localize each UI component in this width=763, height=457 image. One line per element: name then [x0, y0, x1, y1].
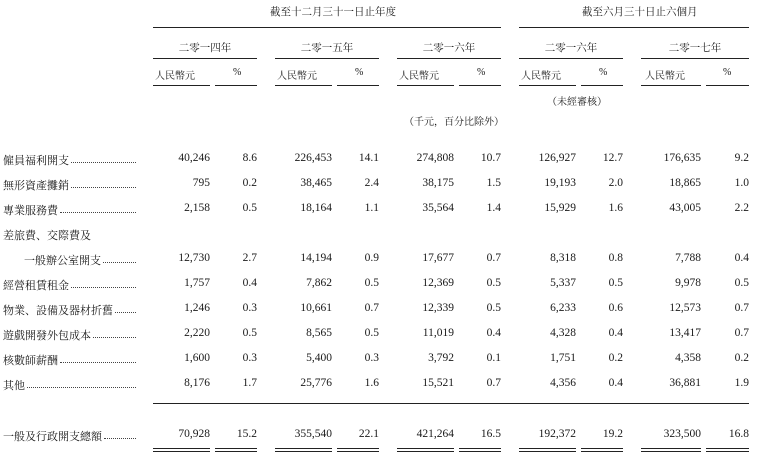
double-rule-segment	[641, 451, 701, 452]
percent-header-2016: %	[477, 67, 486, 78]
table-cell: 1.1	[364, 202, 379, 214]
double-rule-segment	[519, 448, 576, 449]
total-cell: 16.8	[728, 428, 749, 440]
table-cell: 4,328	[550, 327, 576, 339]
col-rule-2016h1-pct	[581, 85, 623, 86]
row-label: 差旅費、交際費及	[3, 230, 91, 242]
table-cell: 8.6	[242, 152, 257, 164]
year-rule-2016-h1	[519, 58, 623, 59]
table-cell: 0.3	[242, 352, 257, 364]
double-rule-segment	[153, 451, 210, 452]
table-cell: 0.7	[486, 252, 501, 264]
table-cell: 0.8	[608, 252, 623, 264]
double-rule-segment	[337, 451, 379, 452]
table-cell: 10,661	[300, 302, 332, 314]
table-cell: 25,776	[300, 377, 332, 389]
double-rule-segment	[581, 448, 623, 449]
table-cell: 0.2	[734, 352, 749, 364]
table-cell: 1.5	[486, 177, 501, 189]
table-cell: 15,521	[422, 377, 454, 389]
currency-header-2015: 人民幣元	[277, 71, 317, 82]
total-cell: 70,928	[178, 428, 210, 440]
table-cell: 14.1	[358, 152, 379, 164]
table-cell: 13,417	[669, 327, 701, 339]
table-cell: 43,005	[669, 202, 701, 214]
col-rule-2014-pct	[215, 85, 257, 86]
col-rule-2016-rmb	[397, 85, 454, 86]
period-six-months-rule	[519, 27, 749, 28]
table-cell: 0.1	[486, 352, 501, 364]
percent-header-2016-h1: %	[599, 67, 608, 78]
col-rule-2017h1-pct	[706, 85, 749, 86]
col-rule-2016-pct	[459, 85, 501, 86]
table-cell: 4,358	[675, 352, 701, 364]
col-rule-2017h1-rmb	[641, 85, 701, 86]
year-header-2016: 二零一六年	[422, 43, 476, 54]
table-cell: 35,564	[422, 202, 454, 214]
leader-dots	[71, 186, 136, 188]
row-label: 物業、設備及器材折舊	[3, 305, 113, 317]
leader-dots	[60, 361, 136, 363]
table-cell: 18,164	[300, 202, 332, 214]
double-rule-segment	[519, 451, 576, 452]
table-cell: 0.7	[734, 302, 749, 314]
row-label: 無形資產攤銷	[3, 180, 69, 192]
year-rule-2016	[397, 58, 501, 59]
double-rule-segment	[397, 451, 454, 452]
year-header-2017-h1: 二零一七年	[668, 43, 722, 54]
table-cell: 12,730	[178, 252, 210, 264]
table-cell: 12.7	[602, 152, 623, 164]
table-cell: 0.2	[608, 352, 623, 364]
table-cell: 0.5	[486, 302, 501, 314]
table-cell: 10.7	[480, 152, 501, 164]
table-cell: 1,751	[550, 352, 576, 364]
percent-header-2017-h1: %	[723, 67, 732, 78]
col-rule-2015-rmb	[275, 85, 332, 86]
double-rule-segment	[459, 448, 501, 449]
table-cell: 126,927	[538, 152, 576, 164]
table-cell: 0.7	[734, 327, 749, 339]
table-cell: 0.4	[486, 327, 501, 339]
table-cell: 0.5	[242, 327, 257, 339]
table-cell: 12,573	[669, 302, 701, 314]
table-cell: 0.9	[364, 252, 379, 264]
table-cell: 176,635	[663, 152, 701, 164]
table-cell: 2.0	[608, 177, 623, 189]
unit-note: （千元，百分比除外）	[404, 117, 504, 128]
table-cell: 1.6	[364, 377, 379, 389]
leader-dots	[27, 386, 136, 388]
year-header-2015: 二零一五年	[300, 43, 354, 54]
table-cell: 0.5	[242, 202, 257, 214]
table-cell: 14,194	[300, 252, 332, 264]
total-cell: 22.1	[358, 428, 379, 440]
table-cell: 0.4	[242, 277, 257, 289]
row-label: 核數師薪酬	[3, 355, 58, 367]
table-cell: 38,465	[300, 177, 332, 189]
total-cell: 19.2	[602, 428, 623, 440]
table-cell: 1.7	[242, 377, 257, 389]
row-label: 經營租賃租金	[3, 280, 69, 292]
row-label: 僱員福利開支	[3, 155, 69, 167]
table-cell: 0.7	[486, 377, 501, 389]
table-cell: 0.3	[364, 352, 379, 364]
period-full-year-header: 截至十二月三十一日止年度	[270, 7, 396, 18]
table-cell: 2.7	[242, 252, 257, 264]
table-cell: 0.4	[608, 327, 623, 339]
currency-header-2016: 人民幣元	[399, 71, 439, 82]
col-rule-2015-pct	[337, 85, 379, 86]
table-cell: 6,233	[550, 302, 576, 314]
table-cell: 8,565	[306, 327, 332, 339]
table-cell: 12,339	[422, 302, 454, 314]
double-rule-segment	[275, 448, 332, 449]
table-cell: 17,677	[422, 252, 454, 264]
table-cell: 7,862	[306, 277, 332, 289]
leader-dots	[71, 161, 136, 163]
table-cell: 19,193	[544, 177, 576, 189]
table-cell: 11,019	[422, 327, 454, 339]
table-cell: 226,453	[294, 152, 332, 164]
table-cell: 0.5	[364, 327, 379, 339]
total-label: 一般及行政開支總額	[3, 431, 102, 443]
table-cell: 1,757	[184, 277, 210, 289]
percent-header-2015: %	[355, 67, 364, 78]
table-cell: 0.3	[242, 302, 257, 314]
table-cell: 0.5	[486, 277, 501, 289]
table-cell: 40,246	[178, 152, 210, 164]
table-cell: 795	[192, 177, 210, 189]
table-cell: 7,788	[675, 252, 701, 264]
double-rule-segment	[397, 448, 454, 449]
double-rule-segment	[641, 448, 701, 449]
double-rule-segment	[215, 448, 257, 449]
period-six-months-header: 截至六月三十日止六個月	[582, 7, 698, 18]
table-cell: 1,600	[184, 352, 210, 364]
total-cell: 15.2	[236, 428, 257, 440]
table-cell: 12,369	[422, 277, 454, 289]
table-cell: 2,220	[184, 327, 210, 339]
table-cell: 5,337	[550, 277, 576, 289]
table-cell: 0.4	[608, 377, 623, 389]
table-cell: 1.6	[608, 202, 623, 214]
double-rule-segment	[706, 448, 749, 449]
total-top-rule	[153, 403, 749, 404]
row-label: 一般辦公室開支	[24, 255, 101, 267]
total-cell: 323,500	[663, 428, 701, 440]
leader-dots	[60, 211, 136, 213]
table-cell: 2,158	[184, 202, 210, 214]
year-rule-2015	[275, 58, 379, 59]
col-rule-2014-rmb	[153, 85, 210, 86]
table-cell: 0.2	[242, 177, 257, 189]
table-cell: 8,176	[184, 377, 210, 389]
table-cell: 18,865	[669, 177, 701, 189]
table-cell: 1,246	[184, 302, 210, 314]
currency-header-2014: 人民幣元	[155, 71, 195, 82]
table-cell: 2.2	[734, 202, 749, 214]
table-cell: 0.5	[608, 277, 623, 289]
table-cell: 15,929	[544, 202, 576, 214]
year-rule-2017-h1	[641, 58, 749, 59]
table-cell: 8,318	[550, 252, 576, 264]
table-cell: 5,400	[306, 352, 332, 364]
row-label: 遊戲開發外包成本	[3, 330, 91, 342]
double-rule-segment	[459, 451, 501, 452]
double-rule-segment	[153, 448, 210, 449]
year-header-2016-h1: 二零一六年	[544, 43, 598, 54]
double-rule-segment	[706, 451, 749, 452]
table-cell: 38,175	[422, 177, 454, 189]
period-full-year-rule	[153, 27, 501, 28]
table-cell: 0.6	[608, 302, 623, 314]
col-rule-2016h1-rmb	[519, 85, 576, 86]
double-rule-segment	[581, 451, 623, 452]
table-cell: 0.4	[734, 252, 749, 264]
leader-dots	[104, 437, 136, 439]
table-cell: 0.5	[734, 277, 749, 289]
year-header-2014: 二零一四年	[178, 43, 232, 54]
table-cell: 3,792	[428, 352, 454, 364]
currency-header-2016-h1: 人民幣元	[521, 71, 561, 82]
leader-dots	[71, 286, 136, 288]
table-cell: 2.4	[364, 177, 379, 189]
table-cell: 1.0	[734, 177, 749, 189]
double-rule-segment	[215, 451, 257, 452]
year-rule-2014	[153, 58, 257, 59]
percent-header-2014: %	[233, 67, 242, 78]
total-cell: 192,372	[538, 428, 576, 440]
double-rule-segment	[275, 451, 332, 452]
leader-dots	[93, 336, 136, 338]
total-cell: 421,264	[416, 428, 454, 440]
row-label: 專業服務費	[3, 205, 58, 217]
table-cell: 0.5	[364, 277, 379, 289]
table-cell: 9,978	[675, 277, 701, 289]
table-cell: 0.7	[364, 302, 379, 314]
row-label: 其他	[3, 380, 25, 392]
leader-dots	[103, 261, 136, 263]
table-cell: 1.4	[486, 202, 501, 214]
leader-dots	[115, 311, 136, 313]
table-cell: 274,808	[416, 152, 454, 164]
table-cell: 36,881	[669, 377, 701, 389]
double-rule-segment	[337, 448, 379, 449]
total-cell: 16.5	[480, 428, 501, 440]
unaudited-note: （未經審核）	[547, 97, 607, 108]
currency-header-2017-h1: 人民幣元	[645, 71, 685, 82]
table-cell: 1.9	[734, 377, 749, 389]
table-cell: 4,356	[550, 377, 576, 389]
total-cell: 355,540	[294, 428, 332, 440]
table-cell: 9.2	[734, 152, 749, 164]
